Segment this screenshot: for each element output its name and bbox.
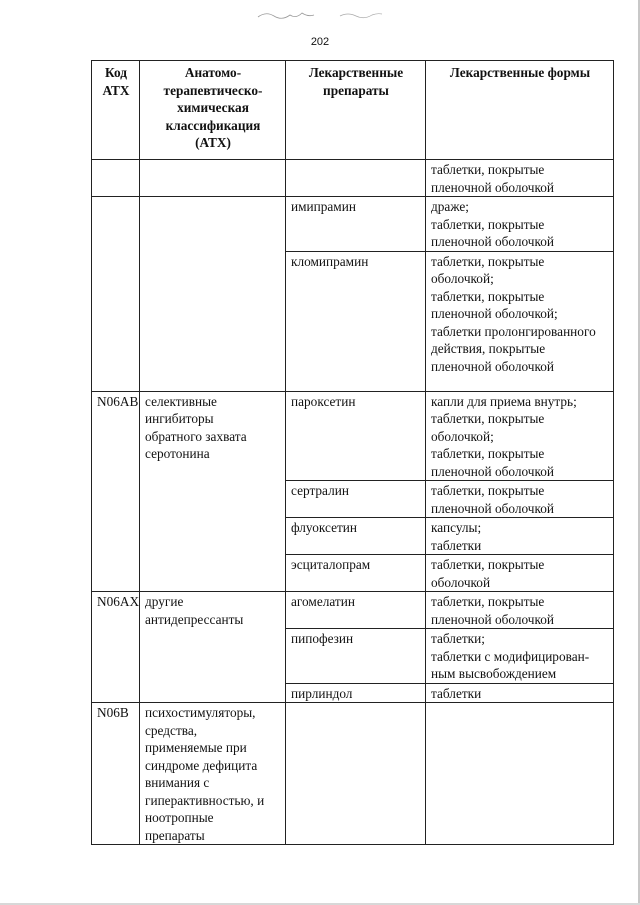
atc-classification-table	[91, 60, 614, 845]
drug-cell: пипофезин	[286, 629, 426, 684]
classification-cell: психостимуляторы, средства, применяемые при синдроме дефицита внимания с гиперактивностью, и ноотропные препараты	[140, 703, 286, 845]
classification-cell	[140, 481, 286, 518]
classification-cell	[140, 518, 286, 555]
drug-cell	[286, 160, 426, 197]
table-header-row	[92, 61, 614, 160]
drug-cell: флуоксетин	[286, 518, 426, 555]
atc-code-cell: N06AX	[92, 592, 140, 629]
dosage-form-cell: таблетки, покрытые пленочной оболочкой	[426, 481, 614, 518]
classification-cell: другие антидепрессанты	[140, 592, 286, 629]
table-row	[92, 251, 614, 391]
table-row	[92, 555, 614, 592]
atc-code-cell	[92, 629, 140, 684]
dosage-form-cell: драже; таблетки, покрытые пленочной оболочкой	[426, 197, 614, 252]
drug-cell: агомелатин	[286, 592, 426, 629]
dosage-form-cell: капли для приема внутрь; таблетки, покрытые оболочкой; таблетки, покрытые пленочной оболочкой	[426, 391, 614, 481]
dosage-form-cell: таблетки, покрытые оболочкой; таблетки, покрытые пленочной оболочкой; таблетки пролонгированного действия, покрытые пленочной оболочкой	[426, 251, 614, 391]
dosage-form-cell: таблетки, покрытые пленочной оболочкой	[426, 160, 614, 197]
atc-code-cell	[92, 251, 140, 391]
dosage-form-cell: таблетки, покрытые оболочкой	[426, 555, 614, 592]
drug-cell	[286, 703, 426, 845]
atc-code-cell	[92, 518, 140, 555]
atc-code-cell	[92, 481, 140, 518]
drug-cell: эсциталопрам	[286, 555, 426, 592]
header-dosage-forms: Лекарственные формы	[426, 61, 614, 160]
dosage-form-cell: таблетки	[426, 683, 614, 703]
drug-cell: имипрамин	[286, 197, 426, 252]
atc-code-cell: N06AB	[92, 391, 140, 481]
table-row	[92, 683, 614, 703]
drug-cell: кломипрамин	[286, 251, 426, 391]
table-row	[92, 592, 614, 629]
table-row	[92, 197, 614, 252]
drug-cell: сертралин	[286, 481, 426, 518]
classification-cell	[140, 555, 286, 592]
atc-code-cell	[92, 197, 140, 252]
dosage-form-cell: капсулы; таблетки	[426, 518, 614, 555]
page-number: 202	[310, 36, 330, 48]
table-row	[92, 481, 614, 518]
classification-cell	[140, 251, 286, 391]
classification-cell	[140, 160, 286, 197]
dosage-form-cell: таблетки; таблетки с модифицирован- ным высвобождением	[426, 629, 614, 684]
table-row	[92, 518, 614, 555]
classification-cell: селективные ингибиторы обратного захвата серотонина	[140, 391, 286, 481]
dosage-form-cell	[426, 703, 614, 845]
atc-code-cell: N06B	[92, 703, 140, 845]
classification-cell	[140, 683, 286, 703]
header-drugs: Лекарственные препараты	[286, 61, 426, 160]
atc-code-cell	[92, 160, 140, 197]
table-row	[92, 391, 614, 481]
table-row	[92, 629, 614, 684]
dosage-form-cell: таблетки, покрытые пленочной оболочкой	[426, 592, 614, 629]
drug-cell: пароксетин	[286, 391, 426, 481]
classification-cell	[140, 629, 286, 684]
table-row	[92, 703, 614, 845]
header-atc-classification: Анатомо- терапевтическо- химическая классификация (АТХ)	[140, 61, 286, 160]
ink-stamp-mark	[256, 8, 386, 22]
atc-code-cell	[92, 683, 140, 703]
header-atc-code: Код АТХ	[92, 61, 140, 160]
classification-cell	[140, 197, 286, 252]
table-row	[92, 160, 614, 197]
atc-code-cell	[92, 555, 140, 592]
drug-cell: пирлиндол	[286, 683, 426, 703]
